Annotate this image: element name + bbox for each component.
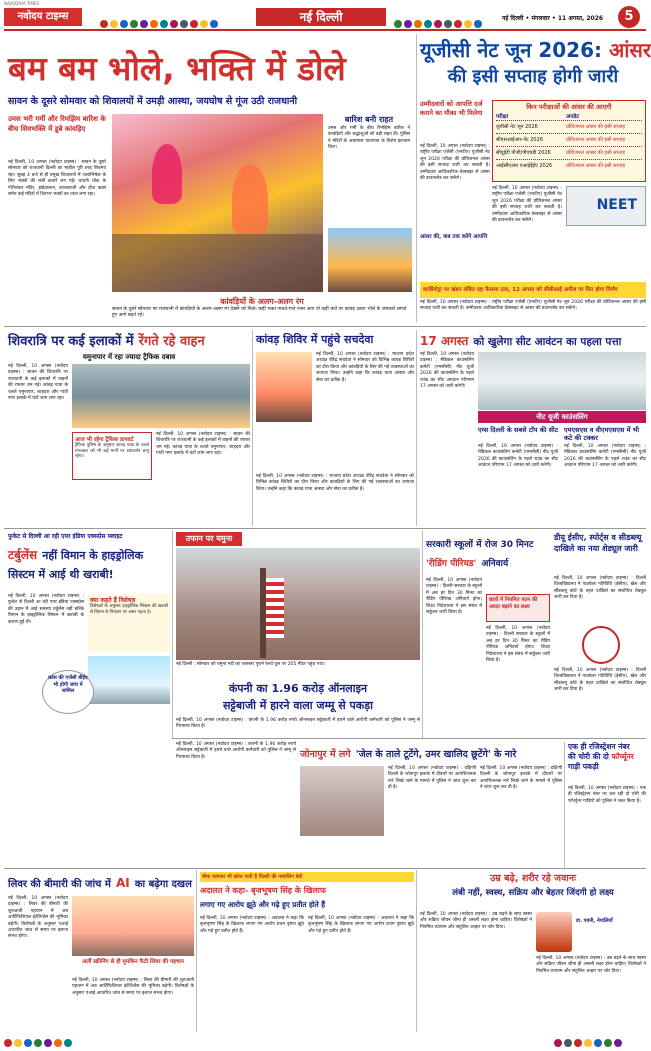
school-body-2: नई दिल्ली, 10 अगस्त (नवोदय टाइम्स) : दिल्ली सरकार के स्कूलों में अब हर दिन 30 मिनट का रीडिंग पीरियड अनिवार्य होगा। शिक्षा निदेशालय ने इस संबंध में सर्कुलर जारी किया है। bbox=[486, 626, 550, 664]
age-person-name: डा. पवनी, नेपालियाँ bbox=[576, 918, 613, 924]
registration-headline: एक ही रजिस्ट्रेशन नंबर की चोरी की दो फॉर्च्यूनर गाड़ी पकड़ी bbox=[568, 742, 634, 771]
strip-body: नई दिल्ली, 10 अगस्त (नवोदय टाइम्स) : राष्ट्रीय परीक्षा एजेंसी (एनटीए) यूजीसी नेट जून 2026 परीक्षा की प्रोविजनल आंसर की इसी सप्ताह जारी कर सकती है। उम्मीदवार आधिकारिक वेबसाइट से आंसर की डाउनलोड कर सकेंगे। bbox=[420, 300, 646, 312]
jail-body-2: नई दिल्ली, 10 अगस्त (नवोदय टाइम्स) : दक्षिणी दिल्ली के जोनापुर इलाके में दीवारों पर आपत्तिजनक नारे लिखे जाने के मामले में पुलिस ने जांच शुरू कर दी है। bbox=[480, 766, 562, 791]
traffic-photo bbox=[72, 364, 250, 428]
seats-col1-head: एम्स दिल्ली के सबसे टॉप की सीट bbox=[478, 426, 559, 434]
ugc-list-row bbox=[496, 146, 642, 159]
lead-rain-body: उमस और गर्मी के बीच रिमझिम बारिश ने कांवड़ियों और श्रद्धालुओं को बड़ी राहत दी। पुलिस ने मंदिरों के आसपास यातायात के विशेष इंतजाम किए। bbox=[328, 126, 411, 151]
court-body-2: नई दिल्ली, 10 अगस्त (नवोदय टाइम्स) : अदालत ने कहा कि बृजभूषण सिंह के खिलाफ लगाए गए आरोप प्रथम दृष्टया झूठे और गढ़े हुए प्रतीत होते हैं। bbox=[308, 916, 414, 934]
traffic-body: नई दिल्ली, 10 अगस्त (नवोदय टाइम्स) : सावन की शिवरात्रि पर राजधानी के कई इलाकों में वाहनों की रफ्तार थम गई। कांवड़ यात्रा के चलते यमुनापार, शाहदरा और गांधी नगर इलाके में घंटों जाम लगा रहा। bbox=[8, 364, 68, 402]
yamuna-band: उफान पर यमुना bbox=[176, 532, 242, 546]
seats-col1-body: नई दिल्ली, 10 अगस्त (नवोदय टाइम्स) : मेडिकल काउंसलिंग कमेटी (एमसीसी) नीट यूजी 2026 की काउंसलिंग के पहले राउंड का सीट आवंटन परिणाम 17 अगस्त को जारी करेगी। bbox=[478, 444, 558, 469]
kanwar-camp-body-2: नई दिल्ली, 10 अगस्त (नवोदय टाइम्स) : भाजपा प्रदेश अध्यक्ष वीरेंद्र सचदेवा ने सोमवार को विभिन्न कांवड़ शिविरों का दौरा किया और कांवड़ियों के लिए की गई व्यवस्थाओं का जायजा लिया। उन्होंने कहा कि कांवड़ यात्रा आस्था और सेवा का प्रतीक है। bbox=[256, 474, 414, 492]
page-number: 5 bbox=[618, 6, 640, 28]
traffic-highlight: आज भी रहेगा ट्रैफिक डायवर्ट ट्रैफिक पुलिस के अनुसार कांवड़ यात्रा के चलते मंगलवार को भी कई मार्गों पर डायवर्जन लागू रहेगा। bbox=[72, 432, 152, 480]
ugc-headline: यूजीसी नेट जून 2026: आंसर की इसी सप्ताह होगी जारी bbox=[420, 38, 651, 87]
dateline: नई दिल्ली • मंगलवार • 11 अगस्त, 2026 bbox=[502, 15, 604, 22]
school-body: नई दिल्ली, 10 अगस्त (नवोदय टाइम्स) : दिल्ली सरकार के स्कूलों में अब हर दिन 30 मिनट का रीडिंग पीरियड अनिवार्य होगा। शिक्षा निदेशालय ने इस संबंध में सर्कुलर जारी किया है। bbox=[426, 578, 482, 616]
du-headline: डीयू ईसीए, स्पोर्ट्स व सीडब्ल्यू दाखिले का नया शेड्यूल जारी bbox=[554, 533, 642, 553]
ugc-list-col-1: अपडेट bbox=[566, 114, 580, 120]
lead-rain-head: बारिश बनी राहत bbox=[344, 115, 394, 124]
liver-callout: अर्ली स्क्रीनिंग से ही मुमकिन फैटी लिवर की पहचान bbox=[82, 959, 184, 965]
flight-top-line: फुकेट से दिल्ली आ रही एयर इंडिया एक्सप्रेस फ्लाइट bbox=[8, 533, 123, 540]
liver-headline: लिवर की बीमारी की जांच में AI का बढ़ेगा दखल bbox=[8, 876, 192, 890]
flight-callout: फ्रांस की एजेंसी बीईए भी होगी जांच में शामिल bbox=[42, 670, 94, 714]
jail-headline-row: जोनापुर में लगे 'जेल के ताले टूटेंगे, उमर खालिद छूटेंगे' के नारे bbox=[300, 749, 517, 760]
jail-body: नई दिल्ली, 10 अगस्त (नवोदय टाइम्स) : दक्षिणी दिल्ली के जोनापुर इलाके में दीवारों पर आपत्तिजनक नारे लिखे जाने के मामले में पुलिस ने जांच शुरू कर दी है। bbox=[388, 766, 476, 791]
age-body-2: नई दिल्ली, 10 अगस्त (नवोदय टाइम्स) : उम्र बढ़ने के साथ स्वस्थ और सक्रिय जीवन जीना ही असली लक्ष्य होना चाहिए। विशेषज्ञों ने नियमित व्यायाम और संतुलित आहार पर जोर दिया। bbox=[536, 956, 646, 974]
lead-side-head: उमस भरी गर्मी और रिमझिम बारिश के बीच शिवभक्ति में डूबे कांवड़िए bbox=[8, 115, 106, 133]
ugc-list-exam: सीयूईटी पीजी/पीएचडी 2026 bbox=[496, 150, 551, 156]
ugc-list-exam: आईसीएआर एआईईईए 2026 bbox=[496, 163, 553, 169]
court-headline: अदालत ने कहा- बृजभूषण सिंह के खिलाफ लगाए गए आरोप झूठे और गढ़े हुए प्रतीत होते हैं bbox=[200, 886, 327, 909]
ugc-list-col-0: परीक्षा bbox=[496, 114, 509, 120]
ugc-list-exam: सीएसआईआर-नेट 2026 bbox=[496, 137, 543, 143]
lead-caption-body: सावन के दूसरे सोमवार पर राजधानी में कांवड़ियों के अलग-अलग रंग देखने को मिले। कहीं भक्त नाचते-गाते नजर आए तो कहीं कंधे पर कांवड़ उठाए भोले के जयकारे लगाते हुए आगे बढ़ते रहे। bbox=[112, 307, 407, 318]
seats-body: नई दिल्ली, 10 अगस्त (नवोदय टाइम्स) : मेडिकल काउंसलिंग कमेटी (एमसीसी) नीट यूजी 2026 की काउंसलिंग के पहले राउंड का सीट आवंटन परिणाम 17 अगस्त को जारी करेगी। bbox=[420, 352, 474, 390]
lead-body: नई दिल्ली, 10 अगस्त (नवोदय टाइम्स) : सावन के दूसरे सोमवार को राजधानी दिल्ली का माहौल पूरी तरह शिवमय रहा। सुबह 4 बजे से ही प्रमुख शिवालयों में जलाभिषेक के लिए भक्तों की लंबी कतारें लग गईं। चांदनी चौक के गौरीशंकर मंदिर, झंडेवालान, कालकाजी और हौज खास समेत कई मंदिरों में दिनभर भक्तों का तांता लगा रहा। bbox=[8, 160, 106, 198]
ugc-box-head: उम्मीदवारों को आपत्ति दर्ज कराने का मौका भी मिलेगा bbox=[420, 100, 483, 117]
liver-photo bbox=[72, 896, 194, 956]
kanwar-camp-headline: कांवड़ शिविर में पहुंचे सचदेवा bbox=[256, 333, 374, 346]
footer-dots-left bbox=[4, 1032, 94, 1042]
kanwar-camp-body: नई दिल्ली, 10 अगस्त (नवोदय टाइम्स) : भाजपा प्रदेश अध्यक्ष वीरेंद्र सचदेवा ने सोमवार को विभिन्न कांवड़ शिविरों का दौरा किया और कांवड़ियों के लिए की गई व्यवस्थाओं का जायजा लिया। उन्होंने कहा कि कांवड़ यात्रा आस्था और सेवा का प्रतीक है। bbox=[316, 352, 414, 383]
traffic-body-2: नई दिल्ली, 10 अगस्त (नवोदय टाइम्स) : सावन की शिवरात्रि पर राजधानी के कई इलाकों में वाहनों की रफ्तार थम गई। कांवड़ यात्रा के चलते यमुनापार, शाहदरा और गांधी नगर इलाके में घंटों जाम लगा रहा। bbox=[156, 432, 250, 457]
betting-body-2: नई दिल्ली, 10 अगस्त (नवोदय टाइम्स) : कंपनी के 1.96 करोड़ रुपये ऑनलाइन सट्टेबाजी में हारने वाले आरोपी कर्मचारी को पुलिस ने जम्मू से गिरफ्तार किया है। bbox=[176, 742, 296, 760]
age-portrait bbox=[536, 912, 572, 952]
masthead bbox=[0, 0, 650, 30]
footer-dots-right bbox=[554, 1032, 646, 1042]
flight-expert-box: क्या कहते हैं विशेषज्ञ विशेषज्ञों के अनुसार हाइड्रोलिक सिस्टम की खराबी से विमान के नियंत्रण पर असर पड़ता है। bbox=[88, 594, 170, 652]
liver-body-2: नई दिल्ली, 10 अगस्त (नवोदय टाइम्स) : लिवर की बीमारी की शुरुआती पहचान में अब आर्टिफिशियल इंटेलिजेंस की भूमिका बढ़ेगी। विशेषज्ञों के अनुसार एआई आधारित जांच से समय पर इलाज संभव होगा। bbox=[72, 978, 194, 996]
brand-logo bbox=[4, 8, 82, 26]
neet-photo bbox=[478, 352, 646, 410]
ugc-body-2: नई दिल्ली, 10 अगस्त (नवोदय टाइम्स) : राष्ट्रीय परीक्षा एजेंसी (एनटीए) यूजीसी नेट जून 2026 परीक्षा की प्रोविजनल आंसर की इसी सप्ताह जारी कर सकती है। उम्मीदवार आधिकारिक वेबसाइट से आंसर की डाउनलोड कर सकेंगे। bbox=[492, 186, 562, 224]
ugc-body: नई दिल्ली, 10 अगस्त (नवोदय टाइम्स) : राष्ट्रीय परीक्षा एजेंसी (एनटीए) यूजीसी नेट जून 2026 परीक्षा की प्रोविजनल आंसर की इसी सप्ताह जारी कर सकती है। उम्मीदवार आधिकारिक वेबसाइट से आंसर की डाउनलोड कर सकेंगे। bbox=[420, 144, 490, 182]
flight-photo bbox=[88, 656, 170, 704]
kanwar-camp-photo bbox=[256, 352, 312, 422]
lead-headline: बम बम भोले, भक्ति में डोले bbox=[8, 49, 346, 88]
ugc-list-update: प्रोविजनल आंसर की इसी सप्ताह bbox=[566, 150, 625, 156]
du-logo bbox=[582, 626, 620, 664]
ugc-list-exam: यूजीसी नेट जून 2026 bbox=[496, 124, 538, 130]
traffic-subhead: यमुनापार में रहा ज्यादा ट्रैफिक दबाव bbox=[82, 353, 176, 361]
kanwar-photo-main bbox=[112, 114, 323, 292]
traffic-headline: शिवरात्रि पर कई इलाकों में रेंगते रहे वाहन bbox=[8, 334, 205, 349]
masthead-dots-right bbox=[394, 13, 498, 23]
jail-photo bbox=[300, 766, 384, 836]
flight-body: नई दिल्ली, 10 अगस्त (नवोदय टाइम्स) : फुकेट से दिल्ली आ रही एयर इंडिया एक्सप्रेस की उड़ान में आई समस्या टर्बुलेंस नहीं बल्कि विमान के हाइड्रोलिक सिस्टम में खराबी के कारण हुई थी। bbox=[8, 594, 84, 625]
city-name: नई दिल्ली bbox=[299, 10, 343, 24]
du-body-2: नई दिल्ली, 10 अगस्त (नवोदय टाइम्स) : दिल्ली विश्वविद्यालय ने पाठ्येतर गतिविधि (ईसीए), खेल और सीडब्ल्यू कोटे के तहत दाखिले का संशोधित शेड्यूल जारी कर दिया है। bbox=[554, 668, 646, 693]
ugc-exam-list: किन परीक्षाओं की आंसर की आएगी परीक्षा अपडेट यूजीसी नेट जून 2026 प्रोविजनल आंसर की इसी सप्ताह सीएसआईआर-नेट 2026 प्रोविजनल आंसर की इसी सप्ताह सीयूईटी पीजी/पीएचडी 2026 प्रोविजनल आंसर की इसी सप्ताह आईसीएआर एआईईईए 2026 प्रोविजनल आंसर की इसी सप्ताह bbox=[492, 100, 646, 182]
du-body: नई दिल्ली, 10 अगस्त (नवोदय टाइम्स) : दिल्ली विश्वविद्यालय ने पाठ्येतर गतिविधि (ईसीए), खेल और सीडब्ल्यू कोटे के तहत दाखिले का संशोधित शेड्यूल जारी कर दिया है। bbox=[554, 576, 646, 601]
school-headline: सरकारी स्कूलों में रोज 30 मिनट 'रीडिंग पीरियड' अनिवार्य bbox=[426, 540, 534, 569]
seats-col2-body: नई दिल्ली, 10 अगस्त (नवोदय टाइम्स) : मेडिकल काउंसलिंग कमेटी (एमसीसी) नीट यूजी 2026 की काउंसलिंग के पहले राउंड का सीट आवंटन परिणाम 17 अगस्त को जारी करेगी। bbox=[564, 444, 646, 469]
age-body: नई दिल्ली, 10 अगस्त (नवोदय टाइम्स) : उम्र बढ़ने के साथ स्वस्थ और सक्रिय जीवन जीना ही असली लक्ष्य होना चाहिए। विशेषज्ञों ने नियमित व्यायाम और संतुलित आहार पर जोर दिया। bbox=[420, 912, 532, 930]
betting-body: नई दिल्ली, 10 अगस्त (नवोदय टाइम्स) : कंपनी के 1.96 करोड़ रुपये ऑनलाइन सट्टेबाजी में हारने वाले आरोपी कर्मचारी को पुलिस ने जम्मू से गिरफ्तार किया है। bbox=[176, 718, 420, 730]
city-banner bbox=[256, 8, 386, 26]
masthead-dots-left bbox=[100, 13, 245, 23]
court-top-line: बीमा कराकर भी खोज पाती है दिल्ली की नाबालिग बेटी bbox=[200, 872, 414, 882]
registration-body: नई दिल्ली, 10 अगस्त (नवोदय टाइम्स) : एक ही रजिस्ट्रेशन नंबर पर चल रही दो चोरी की फॉर्च्यूनर गाड़ियों को पुलिस ने जब्त किया है। bbox=[568, 786, 646, 804]
liver-body: नई दिल्ली, 10 अगस्त (नवोदय टाइम्स) : लिवर की बीमारी की शुरुआती पहचान में अब आर्टिफिशियल इंटेलिजेंस की भूमिका बढ़ेगी। विशेषज्ञों के अनुसार एआई आधारित जांच से समय पर इलाज संभव होगा। bbox=[8, 896, 68, 940]
yamuna-caption: नई दिल्ली : सोमवार को यमुना नदी का जलस्तर पुराने रेलवे पुल पर 205 मीटर पहुंच गया। bbox=[176, 662, 325, 667]
ugc-subhead: आंसर की, कब तक करेंगे आपत्ति bbox=[420, 234, 488, 240]
ugc-list-update: प्रोविजनल आंसर की इसी सप्ताह bbox=[566, 163, 625, 169]
brand-small: NAVODAYA TIMES bbox=[4, 1, 40, 6]
seats-headline: 17 अगस्त को खुलेगा सीट आवंटन का पहला पत्ता bbox=[420, 334, 622, 348]
lead-caption-head: कांवड़ियों के अलग-अलग रंग bbox=[220, 297, 304, 306]
ugc-list-row bbox=[496, 133, 642, 146]
ugc-list-update: प्रोविजनल आंसर की इसी सप्ताह bbox=[566, 124, 625, 130]
neet-logo-image: NEET bbox=[566, 186, 646, 226]
yamuna-photo bbox=[176, 548, 420, 660]
court-body: नई दिल्ली, 10 अगस्त (नवोदय टाइम्स) : अदालत ने कहा कि बृजभूषण सिंह के खिलाफ लगाए गए आरोप प्रथम दृष्टया झूठे और गढ़े हुए प्रतीत होते हैं। bbox=[200, 916, 304, 934]
brand-name: नवोदय टाइम्स bbox=[17, 11, 69, 22]
betting-headline: कंपनी का 1.96 करोड़ ऑनलाइन सट्टेबाजी में हारने वाला जम्मू से पकड़ा bbox=[223, 682, 373, 712]
ugc-list-row bbox=[496, 159, 642, 172]
ugc-list-row bbox=[496, 120, 642, 133]
flight-headline: टर्बुलेंस नहीं विमान के हाइड्रोलिक सिस्टम में आई थी खराबी! bbox=[8, 548, 144, 581]
seats-band: नीट यूजी काउंसलिंग bbox=[478, 411, 646, 423]
news-strip: कार्डियोट्रा पर खंडन लंबित रहा फैसला टला, 12 अगस्त को सीबीआई अपील पर फिर होगा निर्णय bbox=[420, 282, 646, 298]
lead-subhead: सावन के दूसरे सोमवार को शिवालयों में उमड़ी आस्था, जयघोष से गूंज उठी राजधानी bbox=[8, 96, 298, 107]
ugc-list-update: प्रोविजनल आंसर की इसी सप्ताह bbox=[566, 137, 625, 143]
kanwar-photo-small bbox=[328, 228, 412, 292]
age-headline: उम्र बढ़े, शरीर रहे जवानः लंबी नहीं, स्वस्थ, सक्रिय और बेहतर जिंदगी हो लक्ष्य bbox=[452, 873, 614, 898]
seats-col2-head: एमएसएस व वीएमएसएस में भी कटे की टक्कर bbox=[564, 426, 640, 442]
school-callout: छात्रों में नियमित पठन की आदत बढ़ाने का लक्ष्य bbox=[486, 594, 550, 622]
